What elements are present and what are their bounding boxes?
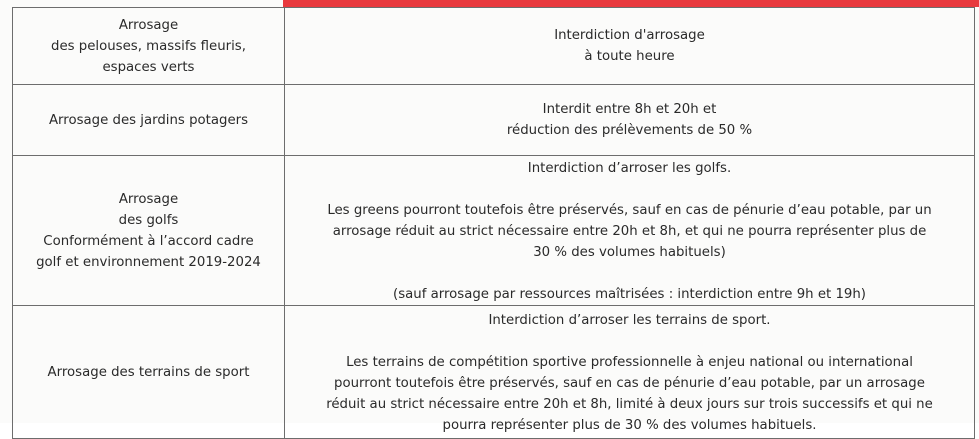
usage-cell — [13, 85, 285, 156]
table-row — [13, 85, 975, 156]
red-header-band — [283, 0, 979, 7]
paragraph-gap — [285, 263, 974, 284]
usage-line: Arrosage des terrains de sport — [47, 364, 250, 380]
rule-cell — [285, 8, 975, 85]
usage-line: des golfs — [118, 212, 179, 228]
usage-line: Conformément à l’accord cadre — [43, 233, 254, 249]
watering-restrictions-table — [12, 7, 975, 439]
rule-line: réduit au strict nécessaire entre 20h et 8h, limité à deux jours sur trois successifs et qui ne — [326, 397, 933, 412]
rule-line: 30 % des volumes habituels) — [533, 245, 726, 260]
usage-line: Arrosage des jardins potagers — [48, 112, 249, 128]
rule-line: réduction des prélèvements de 50 % — [506, 123, 753, 138]
usage-line: espaces verts — [102, 59, 195, 75]
rule-cell — [285, 306, 975, 439]
table-row — [13, 8, 975, 85]
rule-line: arrosage réduit au strict nécessaire entre 20h et 8h, et qui ne pourra représenter plus de — [332, 224, 927, 239]
usage-line: des pelouses, massifs fleuris, — [51, 38, 246, 54]
usage-cell — [13, 8, 285, 85]
usage-cell — [13, 156, 285, 306]
table-row — [13, 306, 975, 439]
rule-line: pourront toutefois être préservés, sauf en cas de pénurie d’eau potable, par un arrosage — [334, 376, 925, 391]
rule-line: à toute heure — [584, 49, 675, 64]
rule-note: (sauf arrosage par ressources maîtrisées : interdiction entre 9h et 19h) — [393, 287, 866, 302]
usage-cell — [13, 306, 285, 439]
usage-line: Arrosage — [118, 191, 179, 207]
rule-line: Les terrains de compétition sportive professionnelle à enjeu national ou international — [346, 355, 913, 370]
paragraph-gap — [285, 331, 974, 352]
rule-title: Interdiction d’arroser les golfs. — [527, 161, 732, 176]
rule-title: Interdiction d’arroser les terrains de sport. — [488, 313, 771, 328]
rule-cell — [285, 156, 975, 306]
paragraph-gap — [285, 179, 974, 200]
rule-line: Les greens pourront toutefois être préservés, sauf en cas de pénurie d’eau potable, par un — [327, 203, 932, 218]
table-row — [13, 156, 975, 306]
rule-line: pourra représenter plus de 30 % des volumes habituels. — [442, 418, 817, 433]
usage-line: golf et environnement 2019-2024 — [36, 254, 261, 270]
rule-line: Interdit entre 8h et 20h et — [542, 102, 717, 117]
rule-line: Interdiction d'arrosage — [554, 28, 705, 43]
rule-cell — [285, 85, 975, 156]
usage-line: Arrosage — [118, 17, 179, 33]
